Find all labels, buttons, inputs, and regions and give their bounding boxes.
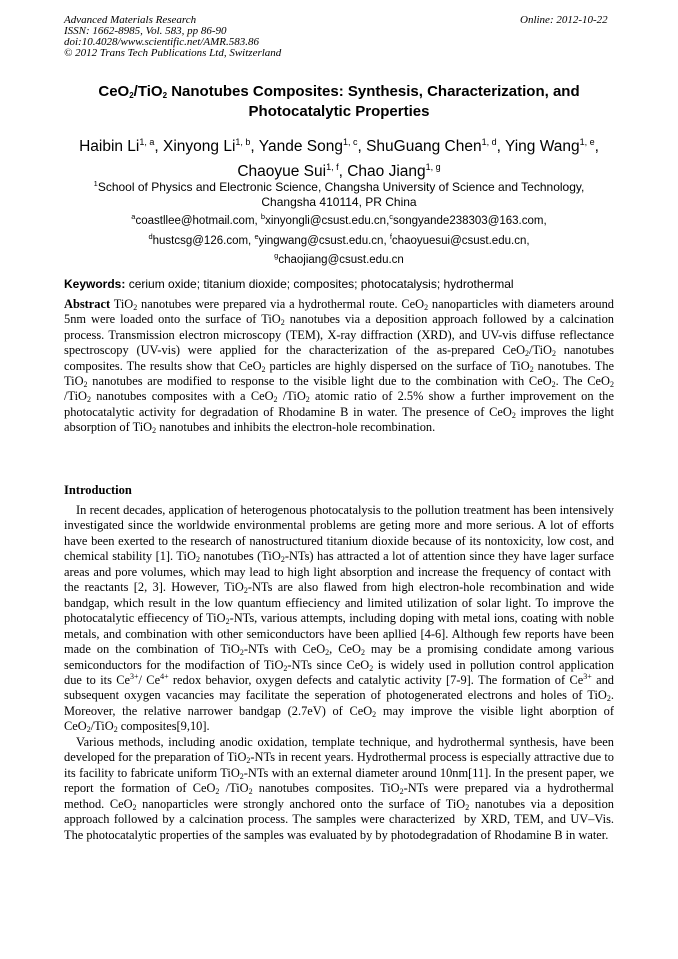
author: [505, 138, 595, 155]
email-address[interactable]: [131, 212, 255, 227]
title-subscript: 2: [129, 91, 134, 100]
email-marker: d: [148, 231, 153, 241]
email-text: xinyongli@csust.edu.cn: [265, 214, 387, 227]
author-name: Yande Song: [258, 138, 343, 156]
email-address[interactable]: [260, 212, 387, 227]
paper-title: [64, 82, 614, 122]
email-text: songyande238303@163.com: [393, 214, 544, 227]
title-text: /TiO: [133, 83, 163, 100]
copyright-line: © 2012 Trans Tech Publications Ltd, Switzerland: [64, 47, 282, 59]
author-affiliation-marker: 1, g: [425, 162, 441, 173]
paragraph: Various methods, including anodic oxidation, template technique, and hydrothermal synthesis, have been developed for the preparation of TiO$_2$-NTs in recent years. Hydrothermal process is especially attractive due to its facility to fabricate uniform TiO$_2$-NTs with an external diameter around 10nm[11]. In the present paper, we report the formation of CeO$_2$ /TiO$_2$ nanotubes composites. TiO$_2$-NTs were prepared via a hydrothermal method. CeO$_2$ nanoparticles were strongly anchored onto the surface of TiO$_2$ nanotubes via a deposition approach followed by a calcination process. The samples were characterized by XRD, TEM, and UV–Vis. The photocatalytic properties of the samples was evaluated by by photodegradation of Rhodamine B in water.: [64, 734, 614, 842]
email-address[interactable]: [389, 212, 544, 227]
email-address[interactable]: [274, 251, 404, 267]
keywords-text: cerium oxide; titanium dioxide; composites; photocatalysis; hydrothermal: [125, 277, 514, 291]
abstract-text: TiO$_2$ nanotubes were prepared via a hydrothermal route. CeO$_2$ nanoparticles with diameters around 5nm were loaded onto the surface of TiO$_2$ nanotubes via a deposition approach followed by a calcination process. Transmission electron microscopy (TEM), X-ray diffraction (XRD), and UV-vis diffuse reflectance spectroscopy (UV-vis) were applied for the characterization of the as-prepared CeO$_2$/TiO$_2$ nanotubes composites. The results show that CeO$_2$ particles are highly dispersed on the surface of TiO$_2$ nanotubes. The TiO$_2$ nanotubes are modified to response to the visible light due to the combination with CeO$_2$. The CeO$_2$ /TiO$_2$ nanotubes composites with a CeO$_2$ /TiO$_2$ atomic ratio of 2.5% show a further improvement on the photocatalytic activity for degradation of Rhodamine B in water. The presence of CeO$_2$ improves the light absorption of TiO$_2$ nanotubes and inhibits the electron-hole recombination.: [64, 297, 615, 436]
author-name: Chao Jiang: [347, 163, 426, 181]
author-affiliation-marker: 1, b: [235, 137, 251, 147]
author: [79, 138, 154, 155]
email-text: yingwang@csust.edu.cn: [258, 234, 384, 247]
affiliation-marker: 1: [93, 179, 98, 188]
affiliation: [64, 176, 614, 210]
paragraph: In recent decades, application of heterogenous photocatalysis to the pollution treatment has been intensively investigated since the worldwide environmental problems are geting more and more serious. A lot of efforts have been exerted to the research of nanostructured titanium dioxide because of its nontoxicity, low cost, and chemical stability [1]. TiO$_2$ nanotubes (TiO$_2$-NTs) has attracted a lot of attention since they have lager surface areas and pore volumes, which may lead to high light absorption and increase the frequency of contact with the reactants [2, 3]. However, TiO$_2$-NTs are also flawed from high electron-hole recombination and wide bandgap, which result in the low quantum effieciency and limited utilization of solar light. To improve the photocatalytic effiecency of TiO$_2$-NTs, various attempts, including doping with metal ions, coating with noble metals, and combination with other semiconductors have been apllied [4-6]. Although few reports have been made on the combination of TiO$_2$-NTs with CeO$_2$, CeO$_2$ may be a promising condidate among various semiconductors for the modifaction of TiO$_2$-NTs since CeO$_2$ is widely used in pollution control application due to its $Ce^{3+}/$ $Ce^{4+}$ redox behavior, oxygen defects and catalytic activity [7-9]. The formation of $Ce^{3+}$ and subsequent oxygen vacancies may facilitate the seperation of photogenerated electrons and holes of TiO$_2$. Moreover, the relative narrower bandgap (2.7eV) of CeO$_2$ may improve the visible light aborption of CeO$_2$/TiO$_2$ composites[9,10].: [64, 503, 615, 735]
email-marker: b: [260, 212, 266, 221]
keywords: [64, 276, 614, 292]
email-list: $^a$coastllee@hotmail.com, $^b$xinyongli@csust.edu.cn,$^c$songyande238303@163.com, $^d$hustcsg@126.com, $^e$yingwang@csust.edu.cn, $^f$chaoyuesui@csust.edu.cn, $^g$chaojiang@csust.edu.cn: [131, 212, 547, 267]
running-header: [64, 15, 281, 59]
author-affiliation-marker: 1, a: [139, 137, 155, 147]
email-address[interactable]: [389, 231, 527, 247]
title-text: CeO: [98, 83, 130, 100]
online-date: Online: 2012-10-22: [520, 14, 608, 26]
journal-name: Advanced Materials Research: [64, 14, 197, 26]
abstract-label: Abstract: [64, 297, 111, 311]
affiliation-line-2: Changsha 410114, PR China: [261, 195, 417, 209]
email-marker: c: [389, 212, 394, 221]
doi-line: doi:10.4028/www.scientific.net/AMR.583.86: [64, 36, 260, 48]
introduction-body: [64, 503, 614, 843]
keywords-label: Keywords:: [64, 277, 126, 291]
email-marker: e: [254, 231, 259, 241]
author: [163, 138, 250, 155]
issn-line: ISSN: 1662-8985, Vol. 583, pp 86-90: [64, 25, 227, 37]
email-marker: f: [389, 231, 392, 241]
email-marker: a: [131, 212, 136, 221]
email-address[interactable]: [254, 231, 384, 247]
title-text: Nanotubes Composites: Synthesis, Characterization, and Photocatalytic Properties: [167, 83, 580, 120]
abstract: [64, 297, 614, 436]
author-affiliation-marker: 1, c: [342, 137, 358, 147]
author-affiliation-marker: 1, f: [326, 162, 339, 173]
email-text: hustcsg@126.com: [152, 234, 249, 247]
title-subscript: 2: [162, 91, 168, 100]
author-name: Xinyong Li: [163, 138, 236, 156]
author-name: ShuGuang Chen: [366, 138, 482, 156]
email-text: chaojiang@csust.edu.cn: [278, 254, 404, 267]
author-name: Chaoyue Sui: [237, 163, 327, 181]
email-text: coastllee@hotmail.com: [135, 214, 255, 227]
email-marker: g: [274, 251, 279, 261]
email-text: chaoyuesui@csust.edu.cn: [391, 234, 527, 247]
author: [259, 138, 358, 155]
email-address[interactable]: [148, 231, 249, 247]
author-name: Ying Wang: [504, 138, 580, 156]
author-affiliation-marker: 1, e: [579, 137, 595, 147]
section-heading-introduction: Introduction: [64, 483, 132, 497]
author-list: Haibin Li$^{1, a}$, Xinyong Li$^{1, b}$, Yande Song$^{1, c}$, ShuGuang Chen$^{1, d}$, Ying Wang$^{1, e}$, Chaoyue Sui$^{1, f}$, Chao Jiang$^{1, g}$: [79, 137, 599, 181]
author-name: Haibin Li: [79, 138, 140, 156]
author-affiliation-marker: 1, d: [481, 137, 497, 147]
affiliation-line-1: School of Physics and Electronic Science, Changsha University of Science and Technology,: [97, 180, 585, 194]
author: [366, 138, 497, 155]
